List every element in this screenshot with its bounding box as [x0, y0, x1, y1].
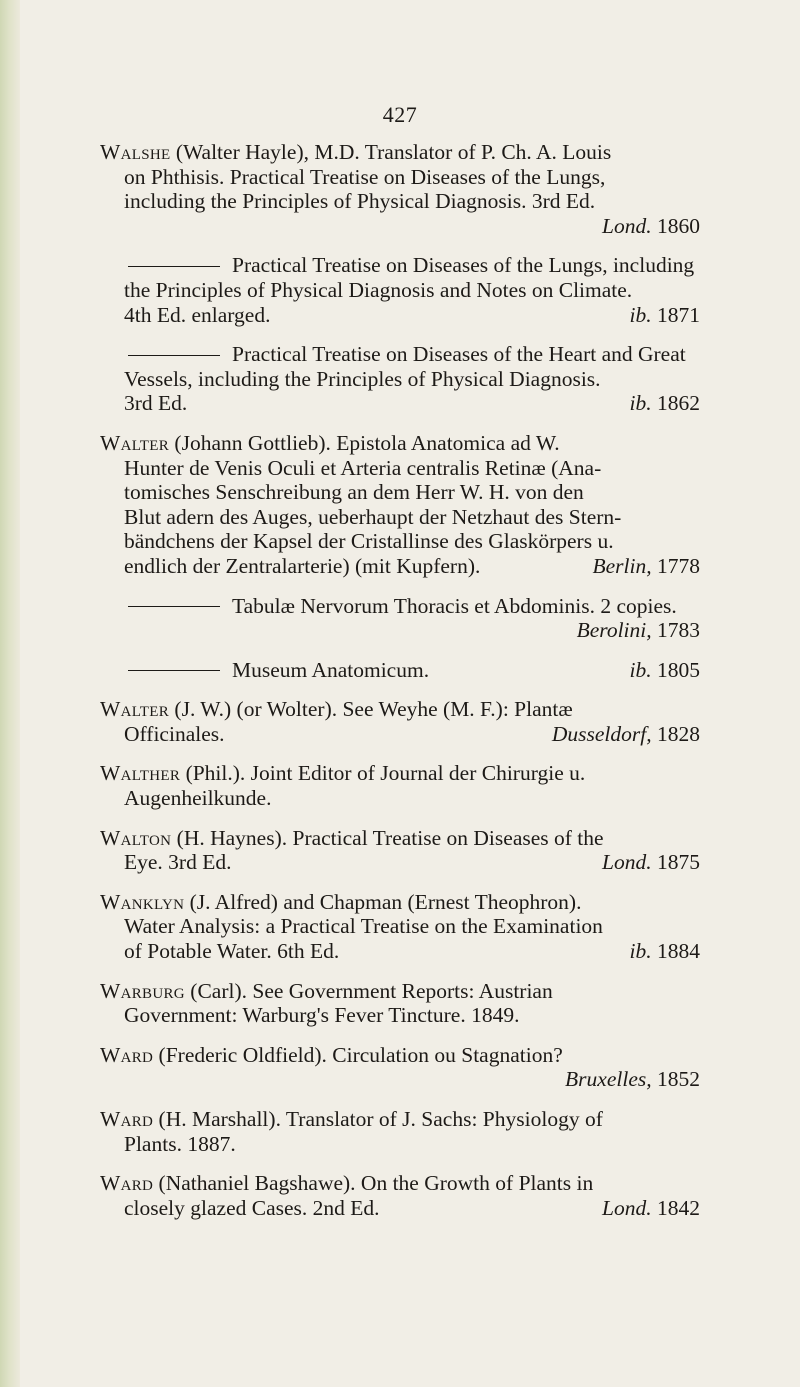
entry-text: Practical Treatise on Diseases of the Heart and Great	[232, 342, 686, 367]
entry-imprint	[630, 303, 700, 328]
entry-text: Government: Warburg's Fever Tincture. 1849.	[124, 1003, 520, 1028]
entry-imprint	[602, 850, 700, 875]
entry-text: Hunter de Venis Oculi et Arteria centralis Retinæ (Ana-	[124, 455, 602, 480]
entry-year: 1828	[657, 721, 700, 746]
entry-year: 1884	[657, 939, 700, 964]
entry-author: Ward	[100, 1042, 154, 1067]
bibliography-list	[100, 140, 700, 1235]
page-number: 427	[382, 102, 418, 127]
entry-year: 1778	[657, 553, 700, 578]
entry-walther	[100, 761, 700, 810]
entry-year: 1842	[657, 1195, 700, 1220]
entry-imprint	[593, 554, 701, 579]
entry-year: 1862	[657, 391, 700, 416]
entry-text: (J. Alfred) and Chapman (Ernest Theophron).	[189, 889, 582, 914]
entry-wanklyn	[100, 890, 700, 964]
entry-text: 4th Ed. enlarged.	[124, 302, 271, 327]
entry-place: ib.	[629, 391, 652, 416]
ditto-rule	[128, 606, 220, 607]
entry-imprint	[630, 391, 700, 416]
entry-text: including the Principles of Physical Diagnosis. 3rd Ed.	[124, 189, 596, 214]
entry-imprint	[100, 1067, 700, 1092]
entry-text: Practical Treatise on Diseases of the Lungs, including	[232, 253, 695, 278]
entry-text: on Phthisis. Practical Treatise on Diseases of the Lungs,	[124, 164, 606, 189]
entry-walter-museum	[100, 658, 700, 683]
entry-author: Walshe	[100, 140, 171, 164]
entry-text: (Walter Hayle), M.D. Translator of P. Ch. A. Louis	[175, 140, 612, 164]
entry-place: ib.	[629, 302, 652, 327]
entry-text: Blut adern des Auges, ueberhaupt der Netzhaut des Stern-	[124, 504, 622, 529]
entry-place: Bruxelles,	[565, 1067, 652, 1092]
entry-year: 1871	[657, 302, 700, 327]
entry-text: the Principles of Physical Diagnosis and Notes on Climate.	[124, 277, 633, 302]
entry-text: Eye. 3rd Ed.	[124, 850, 232, 875]
entry-year: 1875	[657, 850, 700, 875]
entry-text: bändchens der Kapsel der Cristallinse des Glaskörpers u.	[124, 529, 614, 554]
entry-text: Augenheilkunde.	[124, 786, 272, 811]
entry-text: Tabulæ Nervorum Thoracis et Abdominis. 2 copies.	[232, 593, 677, 618]
entry-author: Ward	[100, 1107, 154, 1131]
entry-text: Plants. 1887.	[124, 1131, 236, 1156]
entry-imprint	[630, 939, 700, 964]
entry-imprint	[100, 214, 700, 239]
entry-place: ib.	[629, 657, 652, 682]
entry-text: Museum Anatomicum.	[232, 657, 430, 682]
entry-walshe-2	[100, 253, 700, 327]
entry-place: Lond.	[602, 213, 652, 238]
entry-text: (Carl). See Government Reports: Austrian	[190, 978, 553, 1003]
entry-text: of Potable Water. 6th Ed.	[124, 939, 340, 964]
entry-text: 3rd Ed.	[124, 391, 188, 416]
entry-ward-nathaniel	[100, 1171, 700, 1220]
entry-year: 1783	[657, 618, 700, 643]
entry-text: (Nathaniel Bagshawe). On the Growth of Plants in	[158, 1171, 594, 1196]
entry-walshe	[100, 140, 700, 238]
entry-warburg	[100, 979, 700, 1028]
ditto-rule	[128, 355, 220, 356]
entry-text: closely glazed Cases. 2nd Ed.	[124, 1195, 380, 1220]
entry-imprint	[630, 658, 700, 683]
entry-text: Vessels, including the Principles of Physical Diagnosis.	[124, 366, 601, 391]
entry-imprint	[602, 1196, 700, 1221]
entry-text: (Johann Gottlieb). Epistola Anatomica ad W.	[174, 430, 560, 455]
entry-ward-frederic	[100, 1043, 700, 1092]
entry-author: Walter	[100, 697, 170, 722]
entry-walshe-3	[100, 342, 700, 416]
entry-place: Lond.	[602, 1195, 652, 1220]
entry-text: tomisches Senschreibung an dem Herr W. H. von den	[124, 480, 584, 505]
entry-author: Warburg	[100, 978, 185, 1003]
entry-place: Berolini,	[576, 618, 652, 643]
entry-author: Walter	[100, 430, 170, 455]
entry-walter-jw	[100, 697, 700, 746]
entry-ward-marshall	[100, 1107, 700, 1156]
entry-place: Lond.	[602, 850, 652, 875]
entry-place: Dusseldorf,	[551, 721, 652, 746]
entry-text: endlich der Zentralarterie) (mit Kupfern).	[124, 553, 481, 578]
entry-text: Officinales.	[124, 721, 225, 746]
entry-year: 1860	[657, 213, 700, 238]
entry-text: (H. Marshall). Translator of J. Sachs: Physiology of	[158, 1107, 603, 1131]
entry-author: Walton	[100, 825, 172, 850]
ditto-rule	[128, 670, 220, 671]
entry-walton	[100, 826, 700, 875]
entry-imprint	[552, 722, 700, 747]
entry-place: Berlin,	[592, 553, 652, 578]
entry-text: (H. Haynes). Practical Treatise on Diseases of the	[176, 825, 604, 850]
entry-author: Wanklyn	[100, 889, 185, 914]
entry-walter-tabulae	[100, 594, 700, 643]
entry-year: 1805	[657, 657, 700, 682]
entry-text: (J. W.) (or Wolter). See Weyhe (M. F.): Plantæ	[174, 697, 573, 722]
entry-text: Water Analysis: a Practical Treatise on the Examination	[124, 914, 603, 939]
ditto-rule	[128, 266, 220, 267]
entry-text: (Frederic Oldfield). Circulation ou Stagnation?	[158, 1042, 563, 1067]
entry-author: Walther	[100, 761, 181, 786]
entry-year: 1852	[657, 1067, 700, 1092]
entry-place: ib.	[629, 939, 652, 964]
entry-author: Ward	[100, 1171, 154, 1196]
entry-walter-johann	[100, 431, 700, 579]
entry-text: (Phil.). Joint Editor of Journal der Chirurgie u.	[185, 761, 586, 786]
entry-imprint	[100, 618, 700, 643]
